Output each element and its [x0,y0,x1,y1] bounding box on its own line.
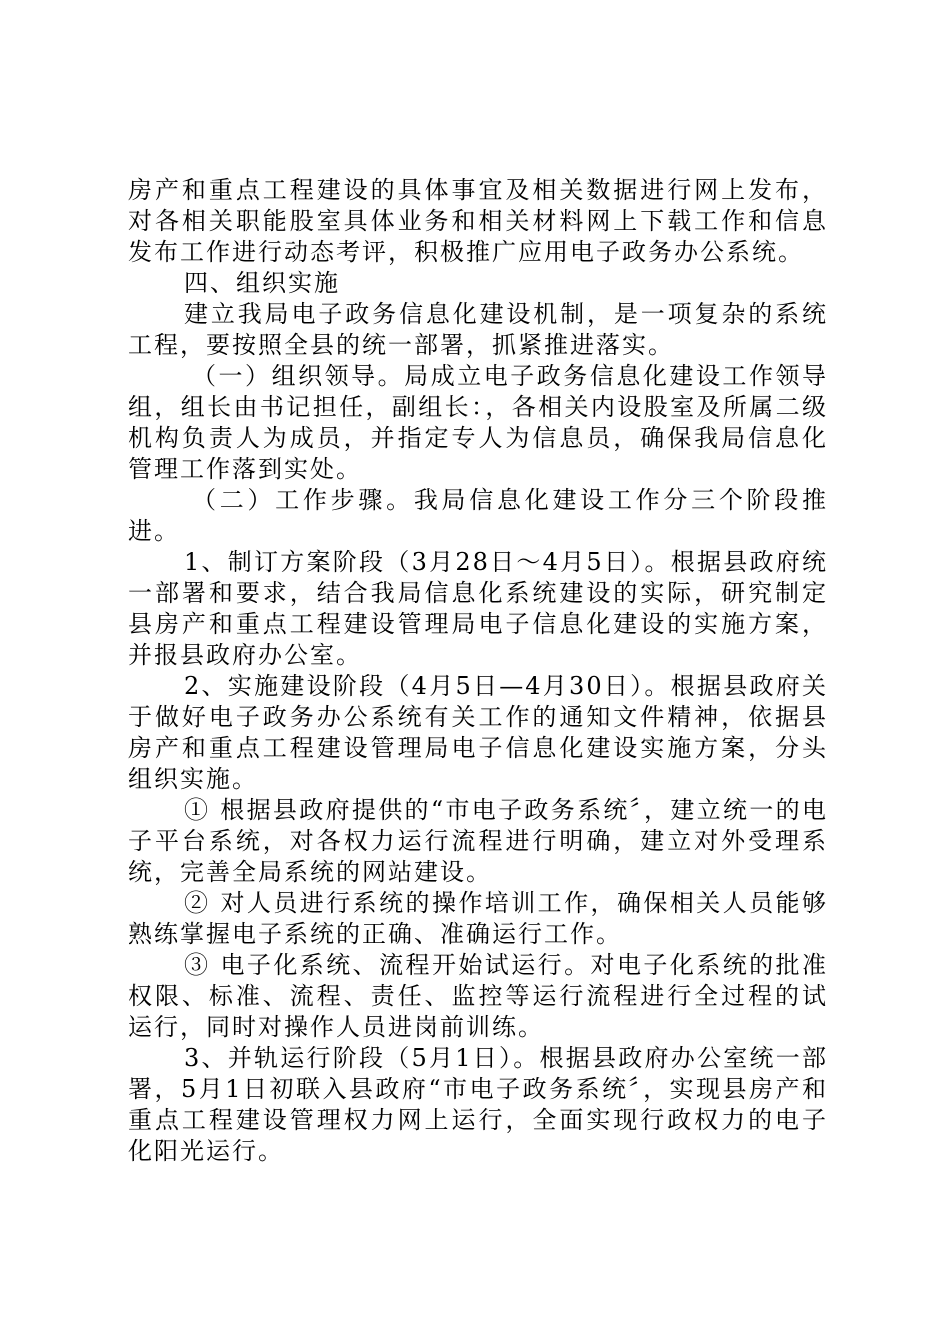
document-body [128,175,828,1167]
paragraph-item-2: ② 对人员进行系统的操作培训工作，确保相关人员能够熟练掌握电子系统的正确、准确运行工作。 [128,889,828,948]
paragraph-stage-3: 3、并轨运行阶段（5月1日）。根据县政府办公室统一部署，5月1日初联入县政府“市电子政务系统〞，实现县房产和重点工程建设管理权力网上运行，全面实现行政权力的电子化阳光运行。 [128,1044,828,1165]
paragraph-work-steps: （二）工作步骤。我局信息化建设工作分三个阶段推进。 [128,486,828,545]
section-heading-organization: 四、组织实施 [184,269,340,297]
paragraph-stage-1: 1、制订方案阶段（3月28日～4月5日）。根据县政府统一部署和要求，结合我局信息化系统建设的实际，研究制定县房产和重点工程建设管理局电子信息化建设的实施方案，并报县政府办公室。 [128,548,828,669]
paragraph-continuation: 房产和重点工程建设的具体事宜及相关数据进行网上发布，对各相关职能股室具体业务和相关材料网上下载工作和信息发布工作进行动态考评，积极推广应用电子政务办公系统。 [128,176,828,266]
paragraph-mechanism: 建立我局电子政务信息化建设机制，是一项复杂的系统工程，要按照全县的统一部署，抓紧推进落实。 [128,300,828,359]
paragraph-item-3: ③ 电子化系统、流程开始试运行。对电子化系统的批准权限、标准、流程、责任、监控等运行流程进行全过程的试运行，同时对操作人员进岗前训练。 [128,951,828,1041]
paragraph-leadership: （一）组织领导。局成立电子政务信息化建设工作领导组，组长由书记担任，副组长：，各相关内设股室及所属二级机构负责人为成员，并指定专人为信息员，确保我局信息化管理工作落到实处。 [128,362,828,483]
paragraph-item-1: ① 根据县政府提供的“市电子政务系统〞，建立统一的电子平台系统，对各权力运行流程进行明确，建立对外受理系统，完善全局系统的网站建设。 [128,796,828,886]
paragraph-stage-2: 2、实施建设阶段（4月5日—4月30日）。根据县政府关于做好电子政务办公系统有关工作的通知文件精神，依据县房产和重点工程建设管理局电子信息化建设实施方案，分头组织实施。 [128,672,828,793]
